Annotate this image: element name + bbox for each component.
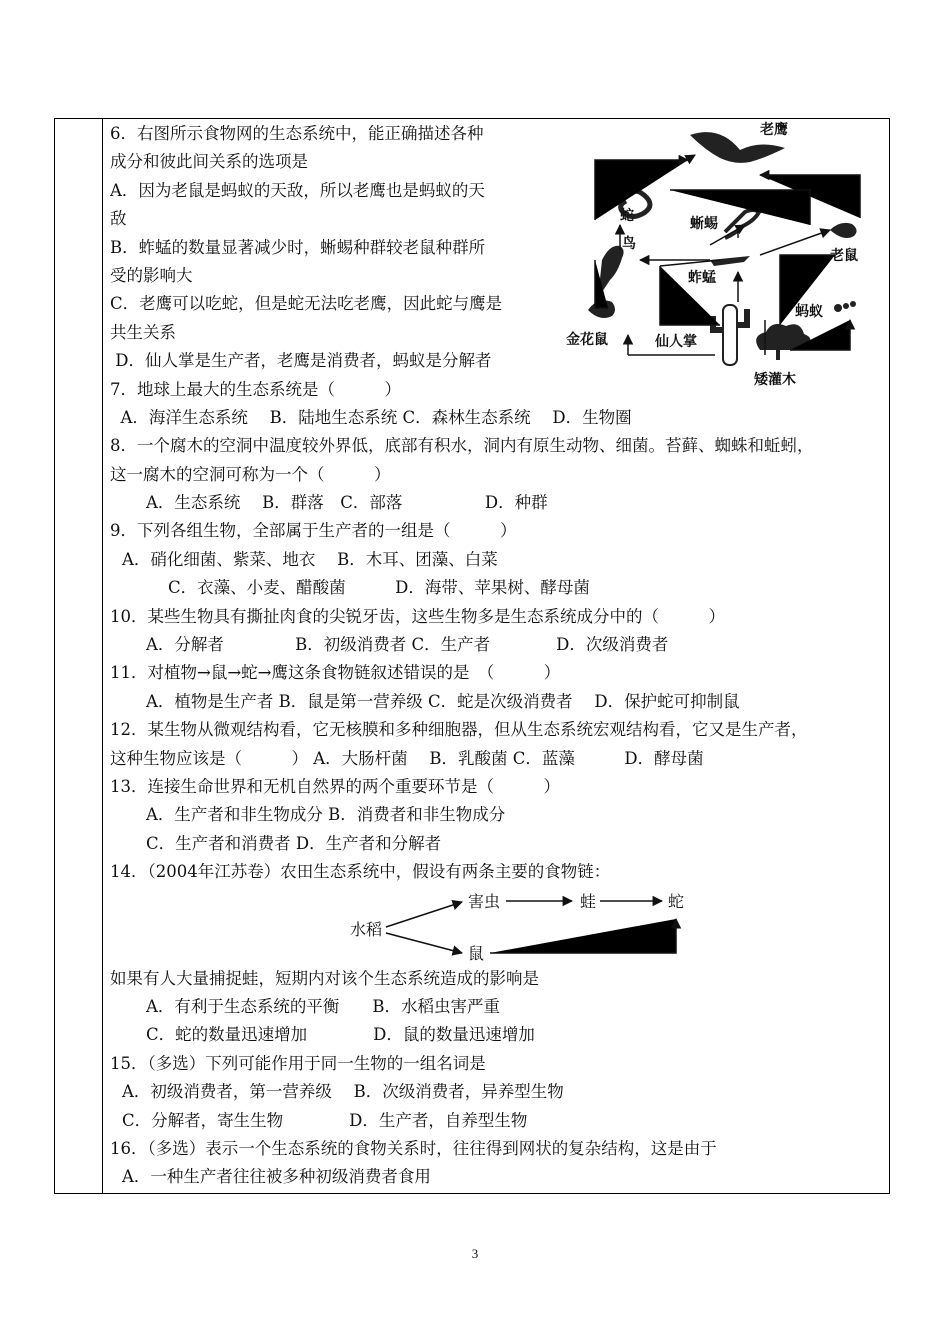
- q6-line: 成分和彼此间关系的选项是: [110, 152, 308, 172]
- q6-line: B．蚱蜢的数量显著减少时，蜥蜴种群较老鼠种群所: [110, 237, 486, 257]
- q11-stem: 11．对植物→鼠→蛇→鹰这条食物链叙述错误的是 （ ）: [110, 663, 561, 683]
- q14-food-chain-diagram: [110, 887, 886, 965]
- q12-stem-cont: 这种生物应该是（ ） A．大肠杆菌 B．乳酸菌 C．蓝藻 D．酵母菌: [110, 748, 704, 768]
- label-eagle: 老鹰: [760, 122, 788, 138]
- label-lizard: 蜥蜴: [690, 216, 718, 232]
- label-shrub: 矮灌木: [754, 372, 796, 388]
- q13-stem: 13．连接生命世界和无机自然界的两个重要环节是（ ）: [110, 776, 560, 796]
- q9-options-1: A．硝化细菌、紫菜、地衣 B．木耳、团藻、白菜: [122, 549, 498, 569]
- q15-options-2: C．分解者，寄生生物 D．生产者，自养型生物: [122, 1110, 528, 1130]
- question-6: [110, 120, 555, 376]
- chain-rat: 鼠: [468, 943, 485, 963]
- q8-stem: 8．一个腐木的空洞中温度较外界低，底部有积水，洞内有原生动物、细菌。苔藓、蜘蛛和蚯蚓，: [110, 436, 814, 456]
- label-mouse: 老鼠: [830, 248, 858, 264]
- q8-stem-cont: 这一腐木的空洞可称为一个（ ）: [110, 464, 391, 484]
- q9-options-2: C．衣藻、小麦、醋酸菌 D．海带、苹果树、酵母菌: [168, 578, 590, 598]
- label-snake: 蛇: [620, 208, 634, 224]
- label-cactus: 仙人掌: [655, 334, 697, 350]
- chain-pest: 害虫: [468, 891, 501, 911]
- q13-options-2: C．生产者和消费者 D．生产者和分解者: [146, 833, 442, 853]
- q12-stem: 12．某生物从微观结构看，它无核膜和多种细胞器，但从生态系统宏观结构看，它又是生产者，: [110, 720, 808, 740]
- chain-rice: 水稻: [350, 919, 383, 939]
- q9-stem: 9．下列各组生物，全部属于生产者的一组是（ ）: [110, 521, 517, 541]
- label-grasshopper: 蚱蜢: [688, 270, 716, 286]
- chain-frog: 蛙: [580, 891, 597, 911]
- label-ant: 蚂蚁: [795, 304, 823, 320]
- q14-question: 如果有人大量捕捉蛙，短期内对该个生态系统造成的影响是: [110, 968, 539, 988]
- q6-line: D．仙人掌是生产者，老鹰是消费者，蚂蚁是分解者: [110, 351, 492, 371]
- label-bird: 鸟: [622, 236, 636, 252]
- q6-line: A．因为老鼠是蚂蚁的天敌，所以老鹰也是蚂蚁的天: [110, 180, 485, 200]
- q14-options-1: A．有利于生态系统的平衡 B．水稻虫害严重: [146, 996, 501, 1016]
- q16-option-a: A．一种生产者往往被多种初级消费者食用: [122, 1167, 431, 1187]
- label-chipmunk: 金花鼠: [566, 332, 608, 348]
- page-number: 3: [471, 1246, 479, 1261]
- q6-line: 受的影响大: [110, 265, 193, 285]
- question-content: [110, 120, 886, 1192]
- left-column-divider: [102, 118, 103, 1194]
- q15-options-1: A．初级消费者，第一营养级 B．次级消费者，异养型生物: [122, 1082, 564, 1102]
- q8-options: A．生态系统 B．群落 C．部落 D．种群: [146, 493, 548, 513]
- q14-options-2: C．蛇的数量迅速增加 D．鼠的数量迅速增加: [146, 1025, 535, 1045]
- q7-options: A．海洋生态系统 B．陆地生态系统 C．森林生态系统 D．生物圈: [110, 407, 632, 427]
- q10-stem: 10．某些生物具有撕扯肉食的尖锐牙齿，这些生物多是生态系统成分中的（ ）: [110, 606, 725, 626]
- q6-line: 敌: [110, 209, 127, 229]
- q16-stem: 16．（多选）表示一个生态系统的食物关系时，往往得到网状的复杂结构，这是由于: [110, 1138, 717, 1158]
- q7-stem: 7．地球上最大的生态系统是（ ）: [110, 379, 401, 399]
- q6-line: C．老鹰可以吃蛇，但是蛇无法吃老鹰，因此蛇与鹰是: [110, 294, 503, 314]
- q13-options-1: A．生产者和非生物成分 B．消费者和非生物成分: [146, 805, 506, 825]
- q11-options: A．植物是生产者 B．鼠是第一营养级 C．蛇是次级消费者 D．保护蛇可抑制鼠: [146, 691, 740, 711]
- chain-snake: 蛇: [668, 891, 685, 911]
- q15-stem: 15．（多选）下列可能作用于同一生物的一组名词是: [110, 1053, 486, 1073]
- q10-options: A．分解者 B．初级消费者 C．生产者 D．次级消费者: [146, 635, 669, 655]
- q14-stem: 14．（2004年江苏卷）农田生态系统中，假设有两条主要的食物链：: [110, 862, 611, 882]
- q6-line: 6．右图所示食物网的生态系统中，能正确描述各种: [110, 124, 484, 143]
- q6-line: 共生关系: [110, 322, 176, 342]
